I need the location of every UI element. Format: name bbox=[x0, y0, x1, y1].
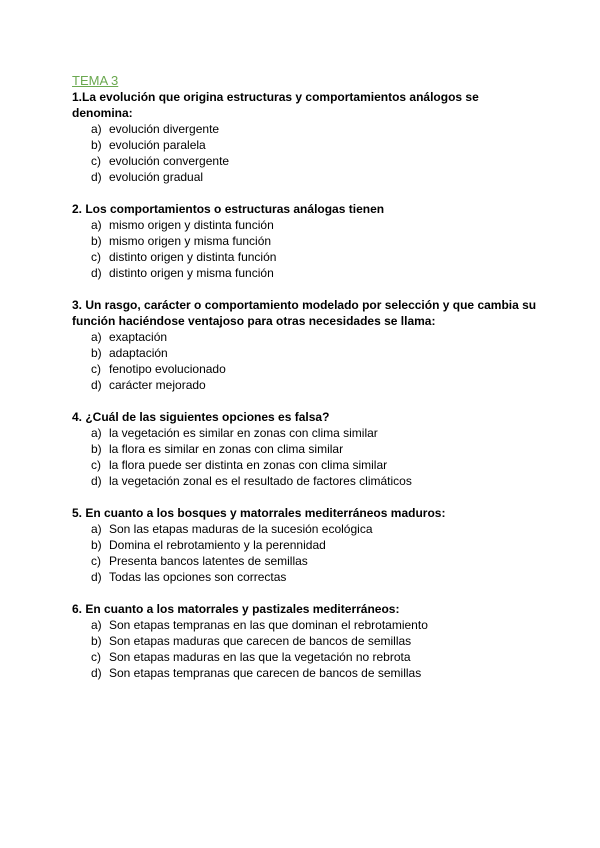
option-letter: b) bbox=[91, 234, 102, 248]
option-text: adaptación bbox=[109, 346, 168, 360]
option-letter: b) bbox=[91, 634, 102, 648]
option-item bbox=[72, 665, 542, 681]
option-text: Domina el rebrotamiento y la perennidad bbox=[109, 538, 326, 552]
option-item bbox=[72, 617, 542, 633]
option-letter: d) bbox=[91, 170, 102, 184]
option-letter: d) bbox=[91, 570, 102, 584]
question-6 bbox=[72, 601, 542, 681]
option-letter: b) bbox=[91, 346, 102, 360]
option-list bbox=[72, 521, 542, 585]
option-item bbox=[72, 169, 542, 185]
option-item bbox=[72, 217, 542, 233]
question-4 bbox=[72, 409, 542, 489]
option-letter: b) bbox=[91, 538, 102, 552]
option-letter: c) bbox=[91, 362, 101, 376]
option-text: Son las etapas maduras de la sucesión ecológica bbox=[109, 522, 373, 536]
option-text: Son etapas tempranas que carecen de bancos de semillas bbox=[109, 666, 422, 680]
option-item bbox=[72, 441, 542, 457]
option-item bbox=[72, 649, 542, 665]
option-text: fenotipo evolucionado bbox=[109, 362, 226, 376]
option-item bbox=[72, 473, 542, 489]
question-text: 5. En cuanto a los bosques y matorrales mediterráneos maduros: bbox=[72, 506, 446, 520]
option-letter: a) bbox=[91, 218, 102, 232]
option-item bbox=[72, 537, 542, 553]
question-text: 2. Los comportamientos o estructuras análogas tienen bbox=[72, 202, 385, 216]
option-text: la vegetación es similar en zonas con clima similar bbox=[109, 426, 378, 440]
option-letter: a) bbox=[91, 426, 102, 440]
option-text: Todas las opciones son correctas bbox=[109, 570, 287, 584]
question-3 bbox=[72, 297, 542, 393]
option-text: la vegetación zonal es el resultado de factores climáticos bbox=[109, 474, 412, 488]
option-list bbox=[72, 217, 542, 281]
option-letter: d) bbox=[91, 378, 102, 392]
question-2 bbox=[72, 201, 542, 281]
option-item bbox=[72, 249, 542, 265]
option-text: distinto origen y misma función bbox=[109, 266, 274, 280]
option-item bbox=[72, 121, 542, 137]
option-letter: c) bbox=[91, 554, 101, 568]
option-text: Son etapas maduras en las que la vegetación no rebrota bbox=[109, 650, 411, 664]
option-item bbox=[72, 345, 542, 361]
option-text: evolución paralela bbox=[109, 138, 206, 152]
option-item bbox=[72, 153, 542, 169]
option-item bbox=[72, 137, 542, 153]
option-letter: d) bbox=[91, 266, 102, 280]
question-5 bbox=[72, 505, 542, 585]
option-item bbox=[72, 265, 542, 281]
option-text: Son etapas tempranas en las que dominan el rebrotamiento bbox=[109, 618, 428, 632]
option-list bbox=[72, 425, 542, 489]
option-letter: a) bbox=[91, 618, 102, 632]
option-item bbox=[72, 521, 542, 537]
option-letter: c) bbox=[91, 650, 101, 664]
option-letter: c) bbox=[91, 250, 101, 264]
option-letter: d) bbox=[91, 666, 102, 680]
option-item bbox=[72, 361, 542, 377]
question-text: 3. Un rasgo, carácter o comportamiento modelado por selección y que cambia su función haciéndose ventajoso para otras necesidades se llama: bbox=[72, 298, 537, 328]
option-item bbox=[72, 233, 542, 249]
option-list bbox=[72, 121, 542, 185]
option-text: Son etapas maduras que carecen de bancos de semillas bbox=[109, 634, 412, 648]
option-letter: c) bbox=[91, 154, 101, 168]
option-letter: b) bbox=[91, 442, 102, 456]
option-list bbox=[72, 329, 542, 393]
option-item bbox=[72, 457, 542, 473]
option-letter: b) bbox=[91, 138, 102, 152]
option-text: evolución gradual bbox=[109, 170, 204, 184]
option-text: mismo origen y misma función bbox=[109, 234, 272, 248]
option-list bbox=[72, 617, 542, 681]
question-text: 1.La evolución que origina estructuras y comportamientos análogos se denomina: bbox=[72, 90, 479, 120]
option-item bbox=[72, 377, 542, 393]
option-text: evolución divergente bbox=[109, 122, 220, 136]
option-letter: a) bbox=[91, 330, 102, 344]
option-text: distinto origen y distinta función bbox=[109, 250, 277, 264]
question-1 bbox=[72, 89, 542, 185]
document-page bbox=[72, 72, 542, 697]
option-text: evolución convergente bbox=[109, 154, 230, 168]
option-item bbox=[72, 553, 542, 569]
option-item bbox=[72, 425, 542, 441]
option-text: la flora es similar en zonas con clima similar bbox=[109, 442, 344, 456]
option-text: Presenta bancos latentes de semillas bbox=[109, 554, 308, 568]
option-item bbox=[72, 569, 542, 585]
option-text: la flora puede ser distinta en zonas con clima similar bbox=[109, 458, 388, 472]
option-text: carácter mejorado bbox=[109, 378, 206, 392]
option-letter: a) bbox=[91, 122, 102, 136]
option-letter: d) bbox=[91, 474, 102, 488]
option-item bbox=[72, 633, 542, 649]
option-text: exaptación bbox=[109, 330, 168, 344]
option-letter: c) bbox=[91, 458, 101, 472]
section-title: TEMA 3 bbox=[72, 73, 119, 88]
question-text: 6. En cuanto a los matorrales y pastizales mediterráneos: bbox=[72, 602, 400, 616]
question-text: 4. ¿Cuál de las siguientes opciones es falsa? bbox=[72, 410, 330, 424]
option-text: mismo origen y distinta función bbox=[109, 218, 274, 232]
option-item bbox=[72, 329, 542, 345]
option-letter: a) bbox=[91, 522, 102, 536]
